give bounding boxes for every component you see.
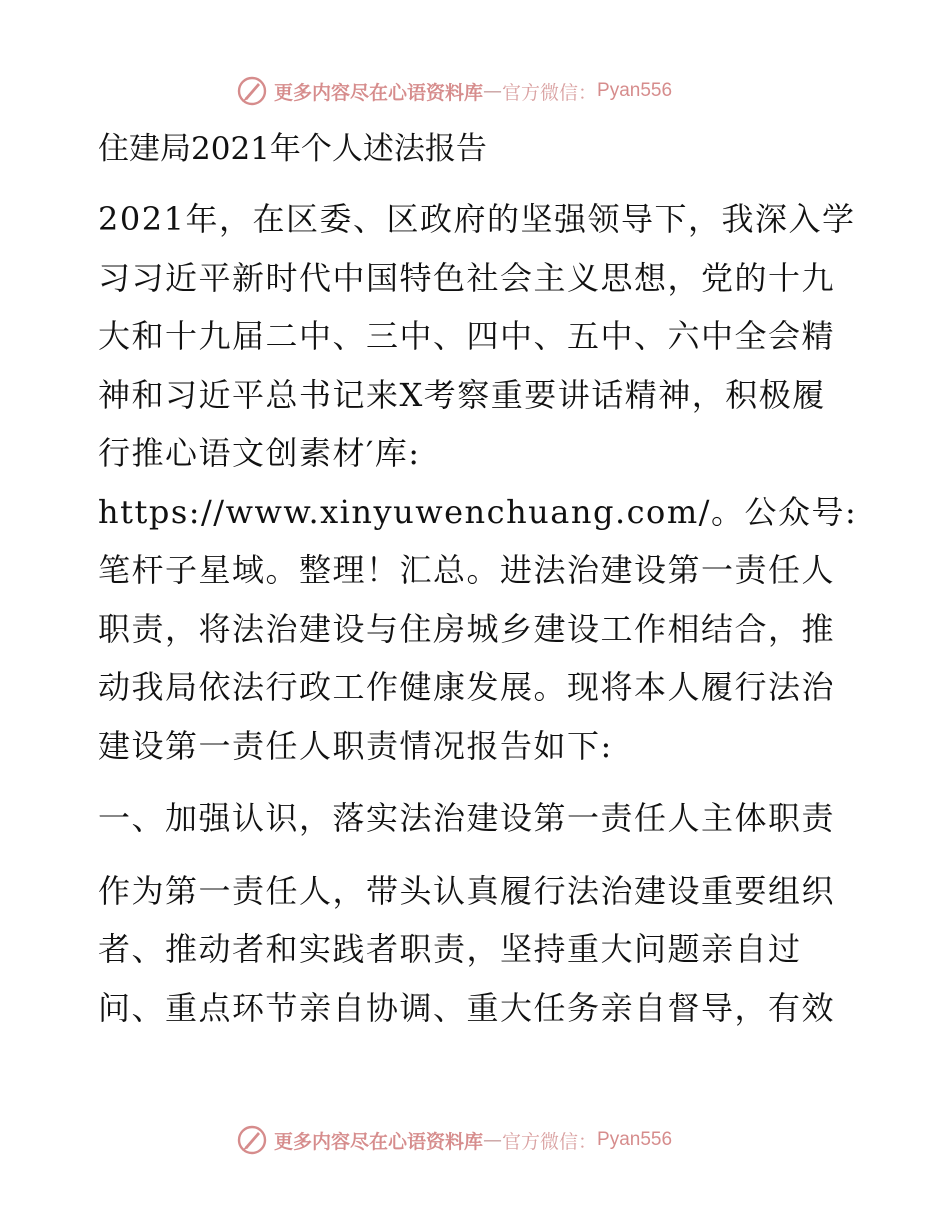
document-title: 住建局2021年个人述法报告 xyxy=(98,131,487,167)
paragraph-section-1: 作为第一责任人，带头认真履行法治建设重要组织者、推动者和实践者职责，坚持重大问题亲自过问、重点环节亲自协调、重大任务亲自督导，有效 xyxy=(98,871,836,1027)
watermark-dash: — xyxy=(483,1129,503,1151)
footer-watermark xyxy=(236,1122,672,1158)
header-watermark xyxy=(236,73,672,109)
quill-pen-circle-icon xyxy=(236,75,268,107)
watermark-official-label: 官方微信： xyxy=(502,81,598,104)
watermark-main-text: 更多内容尽在心语资料库 xyxy=(274,81,484,104)
watermark-official-label: 官方微信： xyxy=(502,1130,598,1153)
quill-pen-circle-icon xyxy=(236,1124,268,1156)
section-heading-1: 一、加强认识，落实法治建设第一责任人主体职责 xyxy=(98,799,836,837)
document-body xyxy=(98,122,858,1051)
watermark-account-id: Pyan556 xyxy=(597,1129,673,1150)
watermark-dash: — xyxy=(483,80,503,102)
watermark-main-text: 更多内容尽在心语资料库 xyxy=(274,1130,484,1153)
watermark-account-id: Pyan556 xyxy=(597,80,673,101)
paragraph-intro: 2021年，在区委、区政府的坚强领导下，我深入学习习近平新时代中国特色社会主义思想，党的十九大和十九届二中、三中、四中、五中、六中全会精神和习近平总书记来X考察重要讲话精神，积极履行推心语文创素材′库: https://www.xinyuwenchuang.com/。公众号: 笔杆子星域。整理！汇总。进法治建设第一责任人职责，将法治建设与住房城乡建设工作相结合，推动我局依法行政工作健康发展。现将本人履行法治建设第一责任人职责情况报告如下: xyxy=(98,200,858,765)
